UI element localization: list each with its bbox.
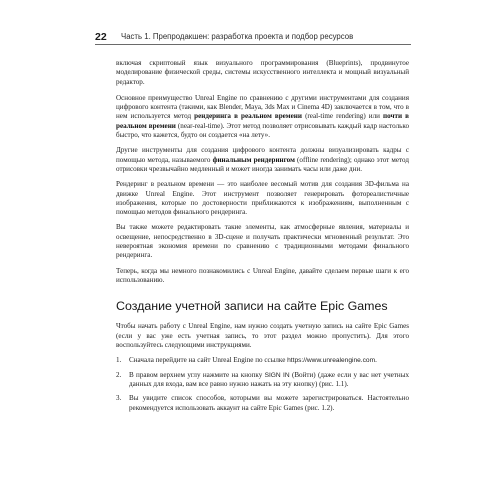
running-head: Часть 1. Препродакшен: разработка проекта и подбор ресурсов: [121, 32, 354, 41]
sign-in-term: SIGN IN: [264, 371, 290, 379]
paragraph-text: включая скриптовый язык визуального программирования (Blueprints), продвинутое моделирование физической среды, системы искусственного интеллекта и мощный визуальный редактор.: [116, 59, 409, 86]
paragraph-text: Теперь, когда мы немного познакомились с Unreal Engine, давайте сделаем первые шаги к его использованию.: [116, 266, 409, 284]
bold-term-near-real-time: почти в реальном времени: [116, 112, 409, 130]
list-item: [116, 356, 409, 365]
unrealengine-link[interactable]: https://www.unrealengine.com: [287, 357, 376, 365]
bold-term-offline-rendering: финальным рендерингом: [212, 155, 295, 164]
list-item-text: .: [375, 356, 377, 365]
paragraph-offline-rendering: [116, 146, 409, 174]
steps-list: [116, 356, 409, 412]
page-number: 22: [95, 31, 107, 43]
header-rule: [95, 44, 411, 45]
paragraph-text: Чтобы начать работу с Unreal Engine, нам нужно создать учетную запись на сайте Epic Games (если у вас уже есть учетная запись, то этот раздел можно пропустить). Для этого воспользуйтесь следующими инструкциями.: [116, 322, 409, 350]
list-item-text: В правом верхнем углу нажмите на кнопку: [129, 370, 265, 379]
paragraph-text: (offline rendering); однако этот метод отрисовки чрезвычайно медленный и может иногда занимать часы или даже дни.: [116, 155, 409, 173]
paragraph-editing-elements: [116, 223, 409, 260]
paragraph-text: Другие инструменты для создания цифрового контента должны визуализировать кадры с помощью метода, называемого: [116, 146, 409, 164]
paragraph-account-intro: [116, 322, 409, 350]
paragraph-text: Рендеринг в реальном времени — это наиболее весомый мотив для создания 3D-фильма на движке Unreal Engine. Этот инструмент позволяет генерировать фотореалистичные изображения, которые по достоверности приближаются к изображениям, выполненным с помощью методов финального рендеринга.: [116, 180, 409, 217]
list-item: [116, 371, 409, 390]
paragraph-real-time-advantage: [116, 94, 409, 140]
list-number: 2.: [116, 370, 122, 379]
page-header: [95, 31, 415, 45]
paragraph-text: Основное преимущество Unreal Engine по сравнению с другими инструментами для создания цифрового контента (такими, как Blender, Maya, 3ds Max и Cinema 4D) заключается в том, что в нем используется метод: [116, 93, 409, 121]
list-item-text: Вы увидите список способов, которыми вы можете зарегистрироваться. Настоятельно рекомендуется использовать аккаунт на сайте Epic Games (рис. 1.2).: [129, 394, 409, 412]
paragraph-text: (near-real-time). Этот метод позволяет отрисовывать каждый кадр настолько быстро, что кажется, будто он создается «на лету».: [116, 121, 409, 140]
section-heading: Создание учетной записи на сайте Epic Games: [116, 299, 388, 314]
page-body: [116, 59, 409, 418]
list-item-text: Сначала перейдите на сайт Unreal Engine по ссылке: [129, 356, 288, 365]
list-item: [116, 394, 409, 413]
list-number: 3.: [116, 394, 122, 403]
list-number: 1.: [116, 356, 122, 365]
paragraph-text: Вы также можете редактировать такие элементы, как атмосферные явления, материалы и освещение, непосредственно в 3D-сцене и получать практически мгновенный результат. Это невероятная экономия времени по сравнению с традиционными методами финального рендеринга.: [116, 223, 409, 260]
paragraph-real-time-motive: [116, 180, 409, 217]
paragraph-next-steps: [116, 267, 409, 286]
paragraph-intro-continued: [116, 59, 409, 87]
bold-term-real-time-rendering: рендеринга в реальном времени: [194, 112, 302, 121]
list-item-text: (Войти) (даже если у вас нет учетных данных для входа, вам все равно нужно нажать на эту кнопку) (рис. 1.1).: [129, 370, 410, 388]
paragraph-text: (real-time rendering) или: [301, 112, 384, 121]
